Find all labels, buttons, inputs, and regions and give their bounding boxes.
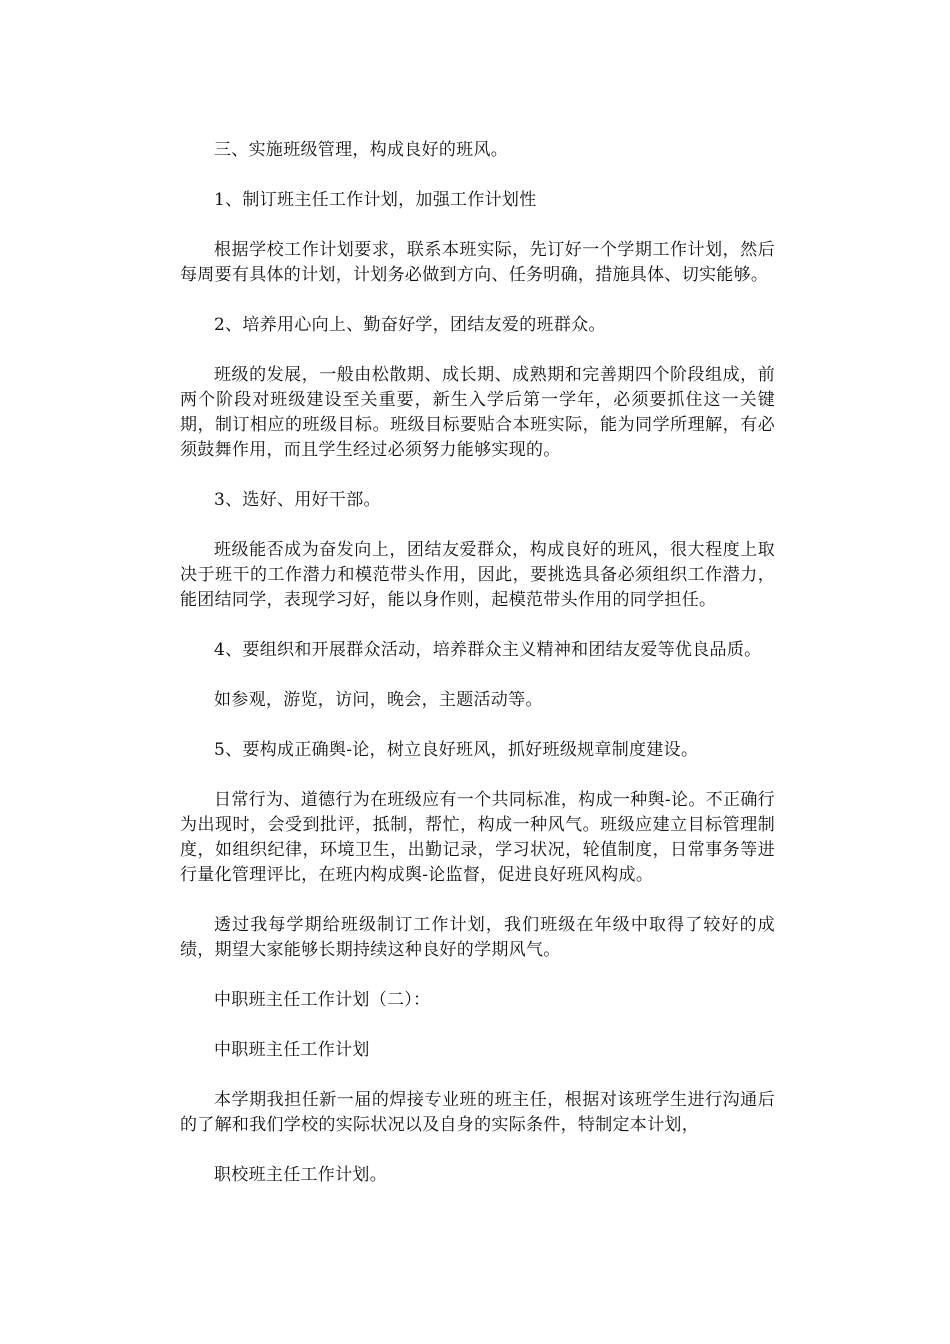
item-heading: 1、制订班主任工作计划，加强工作计划性 <box>214 190 537 210</box>
body-paragraph: 班级能否成为奋发向上，团结友爱群众，构成良好的班风，很大程度上取决于班干的工作潜力和模范带头作用，因此，要挑选具备必须组织工作潜力，能团结同学，表现学习好，能以身作则，起模范带头作用的同学担任。 <box>180 540 775 610</box>
body-paragraph: 根据学校工作计划要求，联系本班实际，先订好一个学期工作计划，然后每周要有具体的计划，计划务必做到方向、任务明确，措施具体、切实能够。 <box>180 240 775 285</box>
body-paragraph: 透过我每学期给班级制订工作计划，我们班级在年级中取得了较好的成绩，期望大家能够长期持续这种良好的学期风气。 <box>180 915 775 960</box>
section-heading: 中职班主任工作计划（二）： <box>214 990 431 1010</box>
section-heading: 三、实施班级管理，构成良好的班风。 <box>214 140 509 160</box>
body-paragraph: 日常行为、道德行为在班级应有一个共同标准，构成一种舆-论。不正确行为出现时，会受到批评，抵制，帮忙，构成一种风气。班级应建立目标管理制度，如组织纪律，环境卫生，出勤记录，学习状况，轮值制度，日常事务等进行量化管理评比，在班内构成舆-论监督，促进良好班风构成。 <box>180 790 775 885</box>
body-paragraph: 班级的发展，一般由松散期、成长期、成熟期和完善期四个阶段组成，前两个阶段对班级建设至关重要，新生入学后第一学年，必须要抓住这一关键期，制订相应的班级目标。班级目标要贴合本班实际，能为同学所理解，有必须鼓舞作用，而且学生经过必须努力能够实现的。 <box>180 365 775 460</box>
item-heading: 5、要构成正确舆-论，树立良好班风，抓好班级规章制度建设。 <box>214 740 699 760</box>
body-paragraph: 职校班主任工作计划。 <box>214 1165 387 1185</box>
document-body <box>180 138 775 1188</box>
item-heading: 3、选好、用好干部。 <box>214 490 381 510</box>
item-heading: 2、培养用心向上、勤奋好学，团结友爱的班群众。 <box>214 315 606 335</box>
body-paragraph: 如参观，游览，访问，晚会，主题活动等。 <box>214 690 543 710</box>
section-title: 中职班主任工作计划 <box>214 1040 370 1060</box>
item-heading: 4、要组织和开展群众活动，培养群众主义精神和团结友爱等优良品质。 <box>214 640 762 660</box>
body-paragraph: 本学期我担任新一届的焊接专业班的班主任，根据对该班学生进行沟通后的了解和我们学校的实际状况以及自身的实际条件，特制定本计划， <box>180 1090 775 1135</box>
